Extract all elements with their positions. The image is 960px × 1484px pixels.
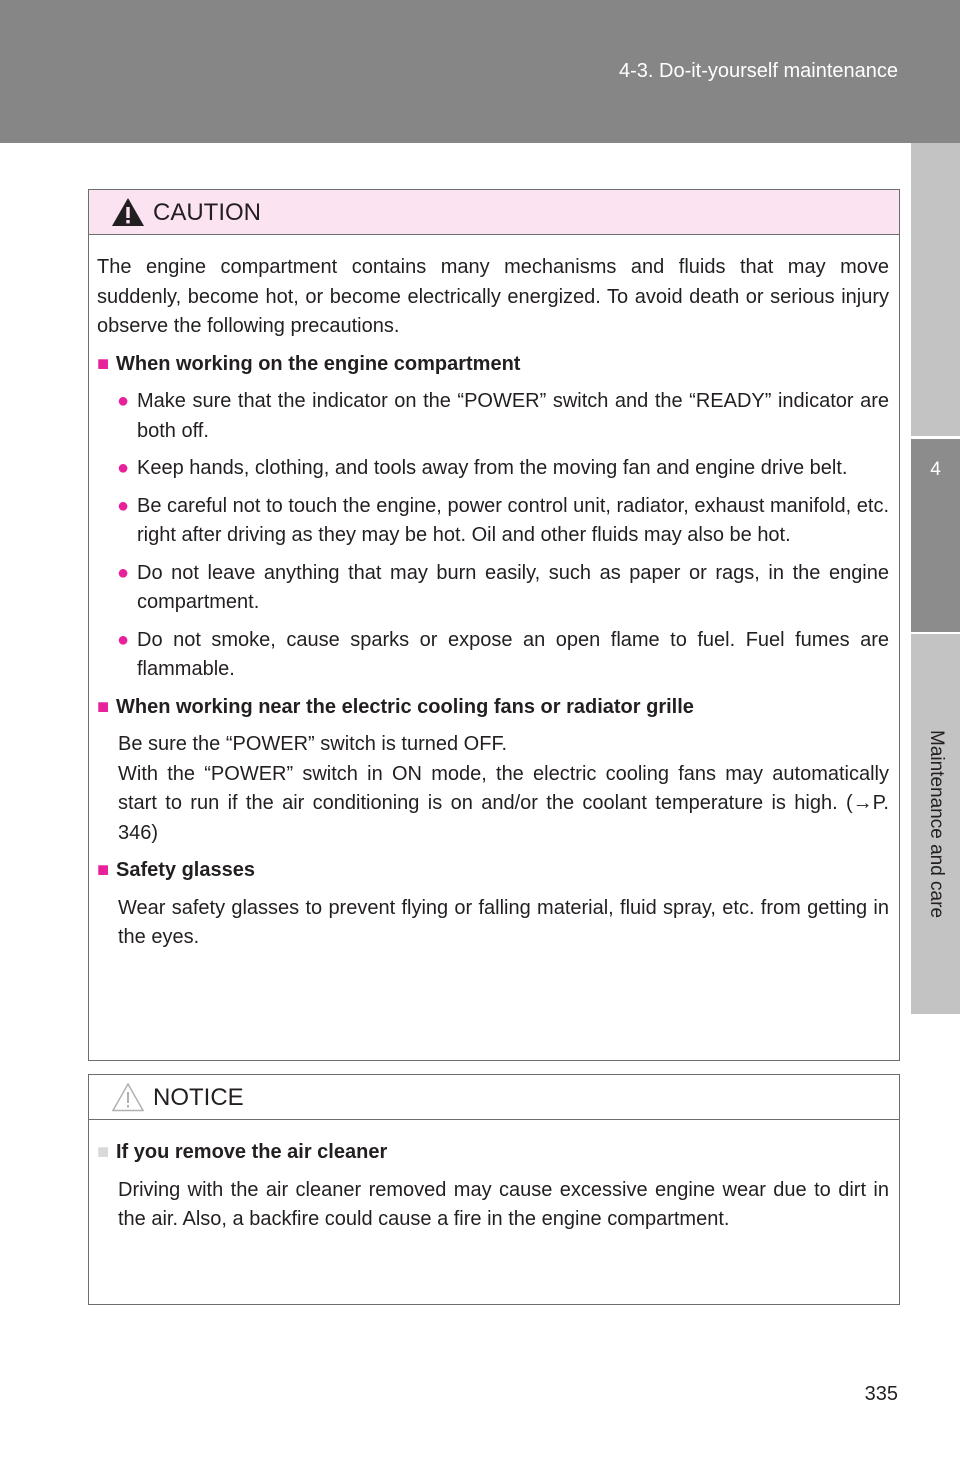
chapter-title: Maintenance and care (925, 729, 947, 919)
bullet-dot-icon: ● (117, 561, 130, 584)
bullet-dot-icon: ● (117, 457, 130, 479)
section-heading: ■ If you remove the air cleaner (97, 1141, 388, 1163)
bullet-dot-icon: ● (117, 494, 130, 517)
caution-header (89, 190, 899, 235)
section-body: Driving with the air cleaner removed may cause excessive engine wear due to dirt in the air. Also, a backfire could cause a fire in the engine compartment. (118, 1178, 889, 1230)
list-item: ● Be careful not to touch the engine, power control unit, radiator, exhaust manifold, etc. right after driving as they may be hot. Oil and other fluids may also be hot. (97, 492, 889, 551)
side-tab-spacer (911, 143, 960, 436)
chapter-tab (911, 439, 960, 632)
notice-label: NOTICE (153, 1084, 244, 1111)
list-item: ● Do not smoke, cause sparks or expose an open flame to fuel. Fuel fumes are flammable. (97, 626, 889, 685)
bullet-dot-icon: ● (117, 390, 130, 412)
list-item: ● Keep hands, clothing, and tools away from the moving fan and engine drive belt. (97, 454, 889, 484)
section-body: Wear safety glasses to prevent flying or falling material, fluid spray, etc. from getting in the eyes. (118, 896, 889, 948)
caution-label: CAUTION (153, 199, 261, 226)
warning-triangle-outline-icon (111, 1082, 145, 1112)
section-title: 4-3. Do-it-yourself maintenance (618, 60, 898, 82)
section-body: Be sure the “POWER” switch is turned OFF. With the “POWER” switch in ON mode, the electric cooling fans may automatically start to run if the air conditioning is on and/or the coolant temperature is high. (→P. 346) (118, 733, 889, 844)
notice-box (88, 1074, 900, 1305)
section-heading: ■ When working on the engine compartment (97, 352, 521, 375)
page-number: 335 (864, 1383, 898, 1405)
chapter-label-tab (911, 634, 960, 1014)
chapter-number: 4 (930, 459, 941, 480)
notice-header (89, 1075, 899, 1120)
warning-triangle-icon (111, 197, 145, 227)
caution-box (88, 189, 900, 1061)
section-heading: ■ Safety glasses (97, 859, 255, 881)
caution-intro: The engine compartment contains many mechanisms and fluids that may move suddenly, become hot, or become electrically energized. To avoid death or serious injury observe the following precautions. (97, 256, 889, 337)
page-header (0, 0, 960, 143)
section-heading: ■ When working near the electric cooling fans or radiator grille (97, 695, 694, 718)
list-item: ● Do not leave anything that may burn easily, such as paper or rags, in the engine compartment. (97, 559, 889, 618)
list-item: ● Make sure that the indicator on the “POWER” switch and the “READY” indicator are both off. (97, 387, 889, 446)
bullet-dot-icon: ● (117, 628, 130, 651)
